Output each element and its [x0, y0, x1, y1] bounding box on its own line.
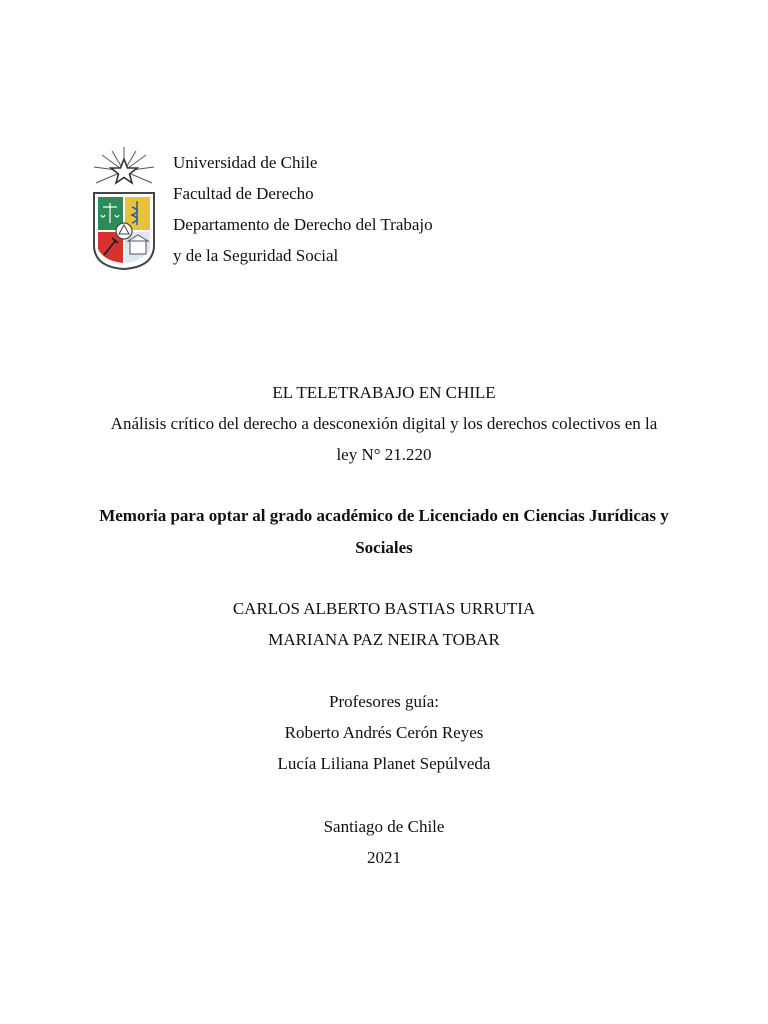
degree-line2: Sociales: [355, 538, 413, 557]
faculty-name: Facultad de Derecho: [173, 184, 314, 203]
year: 2021: [367, 848, 401, 867]
advisors-block: [0, 686, 768, 779]
degree-statement: [0, 500, 768, 564]
university-crest-logo: [90, 145, 158, 270]
institution-header: [90, 145, 690, 270]
authors-block: [0, 593, 768, 655]
place: Santiago de Chile: [323, 817, 445, 836]
star-icon: [111, 159, 137, 183]
advisor-name: Lucía Liliana Planet Sepúlveda: [277, 754, 491, 773]
university-name: Universidad de Chile: [173, 153, 318, 172]
advisor-name: Roberto Andrés Cerón Reyes: [284, 723, 484, 742]
thesis-subtitle-line2: ley N° 21.220: [336, 445, 432, 464]
thesis-subtitle-line1: Análisis crítico del derecho a desconexión digital y los derechos colectivos en la: [110, 414, 658, 433]
place-date-block: [0, 811, 768, 873]
thesis-title: EL TELETRABAJO EN CHILE: [272, 383, 496, 402]
author-name: CARLOS ALBERTO BASTIAS URRUTIA: [232, 599, 536, 618]
advisors-label: Profesores guía:: [328, 692, 439, 711]
author-name: MARIANA PAZ NEIRA TOBAR: [268, 630, 500, 649]
degree-line1: Memoria para optar al grado académico de Licenciado en Ciencias Jurídicas y: [99, 506, 669, 525]
thesis-title-block: [0, 377, 768, 470]
department-name-cont: y de la Seguridad Social: [173, 246, 339, 265]
institution-lines: [173, 147, 433, 271]
department-name: Departamento de Derecho del Trabajo: [173, 215, 433, 234]
